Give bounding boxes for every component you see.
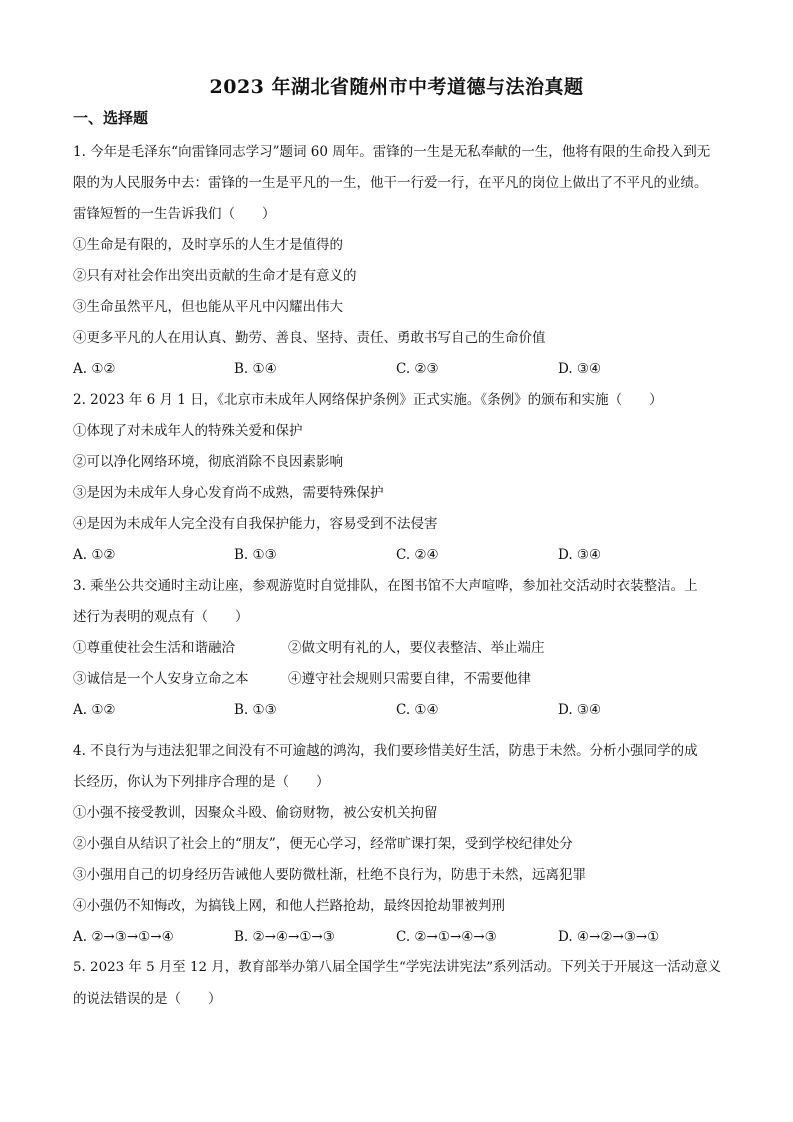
- q2-statement: ②可以净化网络环境，彻底消除不良因素影响: [73, 454, 343, 470]
- q5-stem-line: 的说法错误的是（ ）: [73, 991, 222, 1007]
- page-title: 2023 年湖北省随州市中考道德与法治真题: [209, 76, 584, 98]
- q2-option-a: A. ①②: [73, 547, 116, 563]
- q4-option-c: C. ②→①→④→③: [396, 929, 497, 945]
- q4-stem-line: 长经历，你认为下列排序合理的是（ ）: [73, 774, 330, 790]
- q1-stem-line: 1. 今年是毛泽东“向雷锋同志学习”题词 60 周年。雷锋的一生是无私奉献的一生，他将有限的生命投入到无: [73, 144, 711, 160]
- q4-option-d: D. ④→②→③→①: [558, 929, 660, 945]
- q2-option-c: C. ②④: [396, 547, 439, 563]
- q1-statement: ③生命虽然平凡，但也能从平凡中闪耀出伟大: [73, 299, 343, 315]
- section-heading: 一、选择题: [73, 109, 149, 127]
- q1-option-b: B. ①④: [234, 361, 277, 377]
- q2-stem-line: 2. 2023 年 6 月 1 日，《北京市未成年人网络保护条例》正式实施。《条例》的颁布和实施（ ）: [73, 392, 663, 408]
- q4-statement: ①小强不接受教训，因聚众斗殴、偷窃财物，被公安机关拘留: [73, 805, 438, 821]
- q1-stem-line: 雷锋短暂的一生告诉我们（ ）: [73, 206, 276, 222]
- q3-option-b: B. ①③: [234, 702, 277, 718]
- q1-statement: ②只有对社会作出突出贡献的生命才是有意义的: [73, 268, 357, 284]
- q4-stem-line: 4. 不良行为与违法犯罪之间没有不可逾越的鸿沟，我们要珍惜美好生活，防患于未然。分析小强同学的成: [73, 743, 698, 759]
- q4-statement: ④小强仍不知悔改，为搞钱上网，和他人拦路抢劫，最终因抢劫罪被判刑: [73, 898, 505, 914]
- q3-option-c: C. ①④: [396, 702, 439, 718]
- q1-option-c: C. ②③: [396, 361, 439, 377]
- q3-stem-line: 述行为表明的观点有（ ）: [73, 609, 249, 625]
- q4-option-a: A. ②→③→①→④: [73, 929, 174, 945]
- q4-statement: ③小强用自己的切身经历告诫他人要防微杜渐，杜绝不良行为，防患于未然，远离犯罪: [73, 867, 586, 883]
- q3-statement: ①尊重使社会生活和谐融洽: [73, 640, 235, 656]
- q1-statement: ①生命是有限的，及时享乐的人生才是值得的: [73, 237, 343, 253]
- q2-option-b: B. ①③: [234, 547, 277, 563]
- q3-statement: ④遵守社会规则只需要自律，不需要他律: [288, 671, 531, 687]
- q3-statement: ③诚信是一个人安身立命之本: [73, 671, 249, 687]
- q1-option-a: A. ①②: [73, 361, 116, 377]
- q2-statement: ④是因为未成年人完全没有自我保护能力，容易受到不法侵害: [73, 516, 438, 532]
- q2-statement: ③是因为未成年人身心发育尚不成熟，需要特殊保护: [73, 485, 384, 501]
- q4-statement: ②小强自从结识了社会上的“朋友”，便无心学习，经常旷课打架，受到学校纪律处分: [73, 836, 573, 852]
- q1-option-d: D. ③④: [558, 361, 602, 377]
- q2-statement: ①体现了对未成年人的特殊关爱和保护: [73, 423, 303, 439]
- q3-option-d: D. ③④: [558, 702, 602, 718]
- q1-statement: ④更多平凡的人在用认真、勤劳、善良、坚持、责任、勇敢书写自己的生命价值: [73, 330, 546, 346]
- q3-stem-line: 3. 乘坐公共交通时主动让座，参观游览时自觉排队，在图书馆不大声喧哗，参加社交活动时衣装整洁。上: [73, 578, 698, 594]
- q3-statement: ②做文明有礼的人，要仪表整洁、举止端庄: [288, 640, 545, 656]
- q1-stem-line: 限的为人民服务中去：雷锋的一生是平凡的一生，他干一行爱一行，在平凡的岗位上做出了不平凡的业绩。: [73, 175, 708, 191]
- q2-option-d: D. ③④: [558, 547, 602, 563]
- q4-option-b: B. ②→④→①→③: [234, 929, 335, 945]
- q5-stem-line: 5. 2023 年 5 月至 12 月，教育部举办第八届全国学生“学宪法讲宪法”系列活动。下列关于开展这一活动意义: [73, 960, 722, 975]
- q3-option-a: A. ①②: [73, 702, 116, 718]
